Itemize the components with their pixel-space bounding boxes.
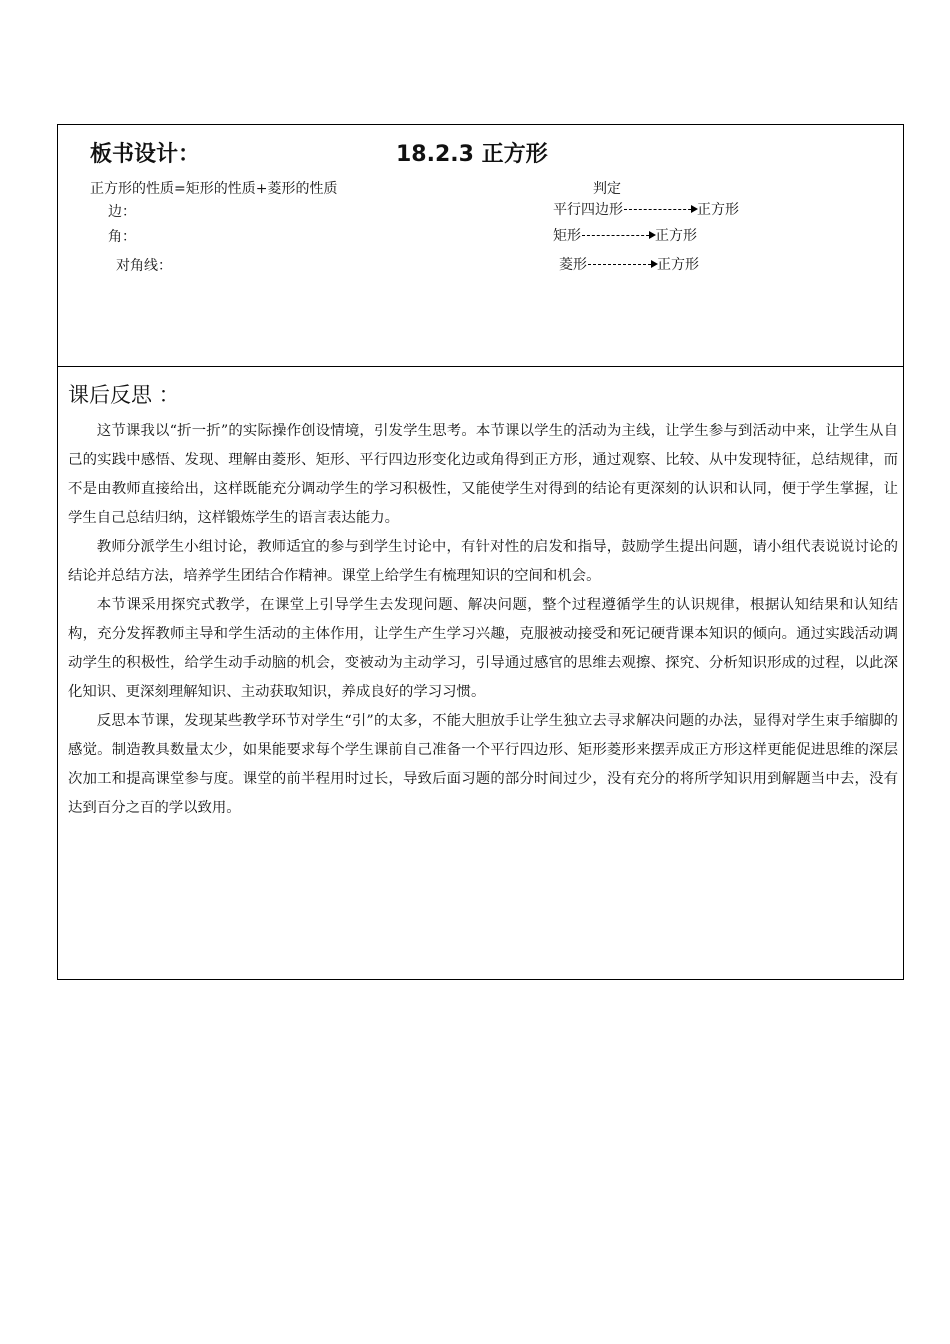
lesson-title: 18.2.3 正方形 [396, 142, 548, 167]
reflection-paragraph: 反思本节课，发现某些教学环节对学生“引”的太多，不能大胆放手让学生独立去寻求解决问题的办法，显得对学生束手缩脚的感觉。制造教具数量太少，如果能要求每个学生课前自己准备一个平行四边形、矩形菱形来摆弄成正方形这样更能促进思维的深层次加工和提高课堂参与度。课堂的前半程用时过长，导致后面习题的部分时间过少，没有充分的将所学知识用到解题当中去，没有达到百分之百的学以致用。 [68, 713, 898, 816]
reflection-paragraph: 这节课我以“折一折”的实际操作创设情境，引发学生思考。本节课以学生的活动为主线，让学生参与到活动中来，让学生从自己的实践中感悟、发现、理解由菱形、矩形、平行四边形变化边或角得到正方形，通过观察、比较、从中发现特征，总结规律，而不是由教师直接给出，这样既能充分调动学生的学习积极性，又能使学生对得到的结论有更深刻的认识和认同，便于学生掌握，让学生自己总结归纳，这样锻炼学生的语言表达能力。 [68, 423, 898, 526]
dashed-arrow-icon [582, 235, 654, 237]
judge-to: 正方形 [655, 228, 697, 244]
judge-from: 平行四边形 [553, 202, 623, 218]
judge-row [553, 225, 697, 245]
judge-to: 正方形 [697, 202, 739, 218]
lesson-table [57, 124, 904, 980]
judge-from: 矩形 [553, 228, 581, 244]
judge-from: 菱形 [559, 257, 587, 273]
judge-label: 判定 [593, 181, 621, 197]
judge-row [559, 254, 699, 274]
diagonal-label: 对角线： [116, 258, 172, 274]
angle-label: 角： [108, 229, 136, 245]
reflection-section [58, 367, 903, 979]
dashed-arrow-icon [624, 209, 696, 211]
reflection-body [68, 417, 898, 823]
judge-to: 正方形 [657, 257, 699, 273]
board-design-section [58, 125, 903, 367]
board-design-title: 板书设计： [90, 142, 201, 167]
dashed-arrow-icon [588, 264, 656, 266]
property-line: 正方形的性质=矩形的性质+菱形的性质 [90, 181, 338, 197]
edge-label: 边： [108, 204, 136, 220]
reflection-paragraph: 教师分派学生小组讨论，教师适宜的参与到学生讨论中，有针对性的启发和指导，鼓励学生提出问题，请小组代表说说讨论的结论并总结方法，培养学生团结合作精神。课堂上给学生有梳理知识的空间和机会。 [68, 539, 898, 584]
reflection-paragraph: 本节课采用探究式教学，在课堂上引导学生去发现问题、解决问题，整个过程遵循学生的认识规律，根据认知结果和认知结构，充分发挥教师主导和学生活动的主体作用，让学生产生学习兴趣，克服被动接受和死记硬背课本知识的倾向。通过实践活动调动学生的积极性，给学生动手动脑的机会，变被动为主动学习，引导通过感官的思维去观擦、探究、分析知识形成的过程，以此深化知识、更深刻理解知识、主动获取知识，养成良好的学习习惯。 [68, 597, 898, 700]
judge-row [553, 199, 739, 219]
reflection-title: 课后反思 ： [68, 383, 180, 407]
